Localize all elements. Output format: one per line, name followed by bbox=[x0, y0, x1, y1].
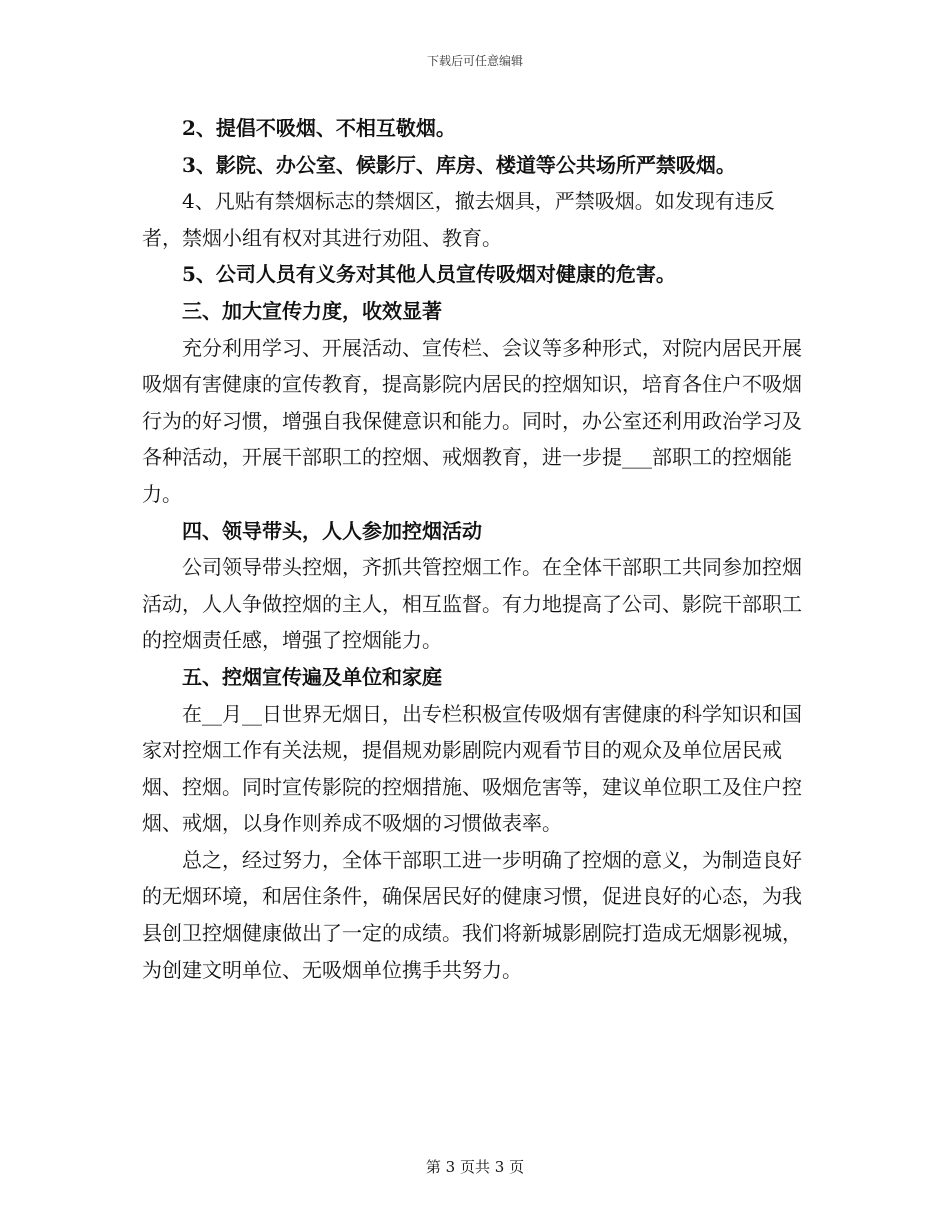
conclusion-paragraph: 总之，经过努力，全体干部职工进一步明确了控烟的意义，为制造良好的无烟环境，和居住条件，确保居民好的健康习惯，促进良好的心态，为我县创卫控烟健康做出了一定的成绩。我们将新城影剧院打造成无烟影视城，为创建文明单位、无吸烟单位携手共努力。 bbox=[142, 847, 802, 982]
paragraph-item-3: 3、影院、办公室、候影厅、库房、楼道等公共场所严禁吸烟。 bbox=[182, 152, 736, 177]
paragraph-item-2: 2、提倡不吸烟、不相互敬烟。 bbox=[182, 116, 456, 140]
paragraph-item-5: 5、公司人员有义务对其他人员宣传吸烟对健康的危害。 bbox=[182, 262, 676, 287]
section-body-4: 公司领导带头控烟，齐抓共管控烟工作。在全体干部职工共同参加控烟活动，人人争做控烟的主人，相互监督。有力地提高了公司、影院干部职工的控烟责任感，增强了控烟能力。 bbox=[142, 555, 802, 653]
section-body-5: 在__月__日世界无烟日，出专栏积极宣传吸烟有害健康的科学知识和国家对控烟工作有关法规，提倡规劝影剧院内观看节目的观众及单位居民戒烟、控烟。同时宣传影院的控烟措施、吸烟危害等，建议单位职工及住户控烟、戒烟，以身作则养成不吸烟的习惯做表率。 bbox=[142, 701, 802, 836]
section-heading-5: 五、控烟宣传遍及单位和家庭 bbox=[182, 664, 442, 689]
paragraph-item-4: 4、凡贴有禁烟标志的禁烟区，撤去烟具，严禁吸烟。如发现有违反者，禁烟小组有权对其进行劝阻、教育。 bbox=[142, 189, 775, 250]
section-heading-3: 三、加大宣传力度，收效显著 bbox=[182, 298, 442, 323]
document-body bbox=[142, 110, 810, 988]
page-header: 下载后可任意编辑 bbox=[426, 54, 523, 68]
page-footer: 第 3 页共 3 页 bbox=[425, 1158, 525, 1176]
section-heading-4: 四、领导带头，人人参加控烟活动 bbox=[182, 518, 482, 543]
section-body-3: 充分利用学习、开展活动、宣传栏、会议等多种形式，对院内居民开展吸烟有害健康的宣传教育，提高影院内居民的控烟知识，培育各住户不吸烟行为的好习惯，增强自我保健意识和能力。同时，办公室还利用政治学习及各种活动，开展干部职工的控烟、戒烟教育，进一步提___部职工的控烟能力。 bbox=[142, 335, 802, 506]
